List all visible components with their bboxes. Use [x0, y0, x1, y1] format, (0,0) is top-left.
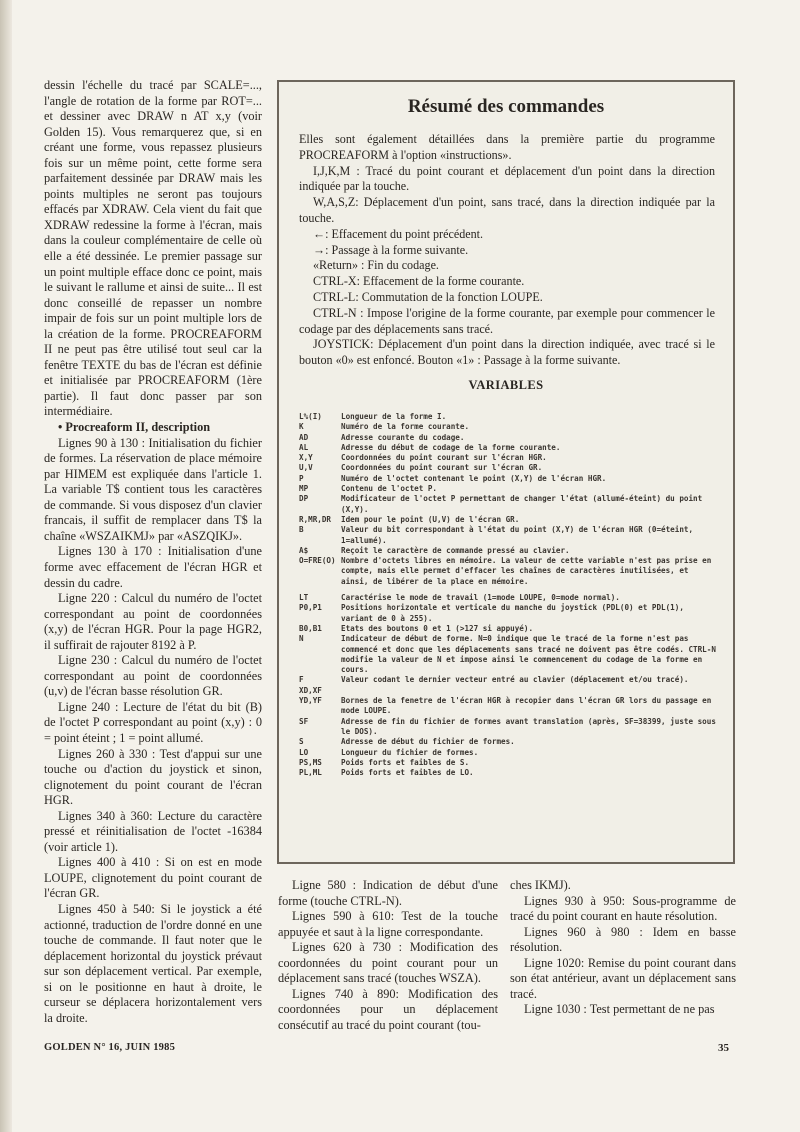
variable-row: [299, 634, 719, 675]
variable-row: [299, 422, 719, 432]
variable-description: Positions horizontale et verticale du manche du joystick (PDL(0) et PDL(1), variant de 0 à 255).: [341, 603, 689, 623]
paragraph: Lignes 740 à 890: Modification des coordonnées pour un déplacement consécutif au tracé du point courant (tou-: [278, 986, 498, 1032]
variable-name: P0,P1: [299, 603, 322, 613]
variable-row: [299, 453, 719, 463]
variable-name: S: [299, 737, 304, 747]
paragraph: Lignes 340 à 360: Lecture du caractère pressé et réinitialisation de l'octet -16384 (voir article 1).: [44, 808, 262, 854]
variable-name: LT: [299, 593, 309, 603]
command-entry: W,A,S,Z: Déplacement d'un point, sans tracé, dans la direction indiquée par la touche.: [299, 195, 715, 225]
variable-name: MP: [299, 484, 309, 494]
variable-description: Coordonnées du point courant sur l'écran HGR.: [341, 453, 547, 463]
variable-description: Caractérise le mode de travail (1=mode LOUPE, 0=mode normal).: [341, 593, 620, 603]
variable-name: N: [299, 634, 304, 644]
variable-description: Longueur de la forme I.: [341, 412, 447, 421]
variable-description: Indicateur de début de forme. N=0 indique que le tracé de la forme n'est pas commencé et donc que les déplacements sans tracé ne doivent pas être codés. CTRL-N modifie la valeur de N et impose ainsi le commencement du codage de la forme en cours.: [341, 634, 721, 675]
variable-row: [299, 412, 719, 422]
variable-description: Valeur codant le dernier vecteur entré au clavier (déplacement et/ou tracé).: [341, 675, 689, 685]
command-entry: CTRL-N : Impose l'origine de la forme courante, par exemple pour commencer le codage par des déplacements sans tracé.: [299, 305, 715, 336]
variable-description: [341, 686, 719, 696]
paragraph: Lignes 930 à 950: Sous-programme de tracé du point courant en haute résolution.: [510, 893, 736, 924]
variable-row: [299, 593, 719, 603]
page-spine-shadow: [0, 0, 12, 1132]
variable-name: LO: [299, 747, 309, 757]
paragraph: Ligne 1020: Remise du point courant dans son état antérieur, avant un déplacement sans tracé.: [510, 955, 736, 1001]
commands-summary-box: [277, 80, 735, 864]
variable-row: [299, 546, 719, 556]
right-column: [510, 878, 736, 1018]
box-title: Résumé des commandes: [407, 96, 605, 117]
variable-row: [299, 748, 719, 758]
command-entry: →: Passage à la forme suivante.: [313, 242, 469, 257]
variable-description: Bornes de la fenetre de l'écran HGR à recopier dans l'écran GR lors du passage en mode LOUPE.: [341, 696, 716, 716]
box-intro: Elles sont également détaillées dans la première partie du programme PROCREAFORM à l'option «instructions».: [299, 132, 715, 162]
paragraph: Lignes 400 à 410 : Si on est en mode LOUPE, clignotement du point courant de l'écran GR.: [44, 855, 262, 901]
variables-list: [299, 412, 719, 778]
paragraph: Ligne 1030 : Test permettant de ne pas: [524, 1002, 715, 1017]
variable-row: [299, 737, 719, 747]
variable-description: Valeur du bit correspondant à l'état du point (X,Y) de l'écran HGR (0=éteint, 1=allumé).: [341, 525, 698, 545]
middle-column: [278, 878, 498, 1033]
variable-name: K: [299, 422, 304, 432]
variable-description: Adresse de fin du fichier de formes avant translation (après, SF=38399, juste sous le DOS).: [341, 716, 721, 736]
variable-name: F: [299, 675, 304, 685]
variable-name: PL,ML: [299, 768, 322, 778]
variable-description: Poids forts et faibles de LO.: [341, 768, 474, 778]
variable-description: Nombre d'octets libres en mémoire. La valeur de cette variable n'est pas prise en compte, mais elle permet d'effacer les chaînes de caractères inutilisées, et ainsi, de libérer de la place en mémoire.: [341, 556, 716, 586]
variable-description: Reçoit le caractère de commande pressé au clavier.: [341, 545, 570, 555]
variable-row: [299, 603, 719, 624]
variable-name: U,V: [299, 463, 313, 473]
variable-name: AL: [299, 442, 309, 452]
variable-name: P: [299, 473, 304, 483]
variable-row: [299, 484, 719, 494]
variable-description: Adresse du début de codage de la forme courante.: [341, 442, 561, 452]
variable-description: Etats des boutons 0 et 1 (>127 si appuyé).: [341, 623, 534, 633]
command-entry: JOYSTICK: Déplacement d'un point dans la direction indiquée, avec tracé si le bouton «0» est enfoncé. Bouton «1» : Passage à la forme suivante.: [299, 337, 715, 368]
variable-description: Idem pour le point (U,V) de l'écran GR.: [341, 514, 520, 524]
variables-title: VARIABLES: [468, 378, 544, 392]
variable-row: [299, 463, 719, 473]
page-number: 35: [718, 1042, 729, 1054]
variable-name: O=FRE(O): [299, 556, 336, 566]
variable-description: Poids forts et faibles de S.: [341, 757, 470, 767]
command-entry: ←: Effacement du point précédent.: [313, 226, 484, 241]
variable-description: Coordonnées du point courant sur l'écran GR.: [341, 463, 543, 473]
variable-row: [299, 556, 719, 587]
paragraph: Lignes 260 à 330 : Test d'appui sur une touche ou d'action du joystick et sinon, clignotement du point courant de l'écran HGR.: [44, 746, 262, 808]
variable-row: [299, 624, 719, 634]
variable-description: Adresse de début du fichier de formes.: [341, 737, 515, 747]
box-body: [299, 132, 715, 369]
variable-description: Longueur du fichier de formes.: [341, 747, 479, 757]
variable-name: YD,YF: [299, 696, 322, 706]
variable-description: Numéro de l'octet contenant le point (X,Y) de l'écran HGR.: [341, 473, 607, 483]
variable-row: [299, 433, 719, 443]
variable-name: DP: [299, 494, 309, 504]
variable-name: SF: [299, 716, 309, 726]
variable-name: XD,XF: [299, 685, 322, 695]
variable-row: [299, 443, 719, 453]
variable-row: [299, 686, 719, 696]
paragraph: Ligne 220 : Calcul du numéro de l'octet correspondant au point de coordonnées (x,y) de l'écran HGR. Pour la page HGR2, il suffirait de rajouter 8192 à P.: [44, 591, 262, 652]
paragraph: Lignes 130 à 170 : Initialisation d'une forme avec effacement de l'écran HGR et dessin du cadre.: [44, 544, 262, 590]
variable-description: Contenu de l'octet P.: [341, 484, 438, 494]
paragraph: Lignes 590 à 610: Test de la touche appuyée et saut à la ligne correspondante.: [278, 909, 498, 939]
variable-name: R,MR,DR: [299, 514, 332, 524]
command-entry: I,J,K,M : Tracé du point courant et déplacement d'un point dans la direction indiquée par la touche.: [299, 163, 715, 194]
paragraph: Lignes 960 à 980 : Idem en basse résolution.: [510, 924, 736, 955]
variable-name: B0,B1: [299, 623, 322, 633]
variable-name: PS,MS: [299, 757, 322, 767]
variable-row: [299, 515, 719, 525]
variable-row: [299, 717, 719, 738]
paragraph: Lignes 90 à 130 : Initialisation du fichier de formes. La réservation de place mémoire par HIMEM est expliquée dans l'article 1. La variable T$ contient tous les caractères de commande. Si vous disposez d'un clavier francais, il suffit de remplacer dans T$ la chaîne «WSZAIKMJ» par «ASZQIKJ».: [44, 435, 262, 543]
variable-description: Modificateur de l'octet P permettant de changer l'état (allumé-éteint) du point (X,Y).: [341, 494, 707, 514]
footer-issue: GOLDEN N° 16, JUIN 1985: [44, 1042, 176, 1053]
variable-row: [299, 474, 719, 484]
paragraph: Ligne 240 : Lecture de l'état du bit (B) de l'octet P correspondant au point (x,y) : 0 = point éteint ; 1 = point allumé.: [44, 699, 262, 745]
paragraph: Lignes 620 à 730 : Modification des coordonnées du point courant pour un déplacement sans tracé (touches WSZA).: [278, 940, 498, 986]
section-heading: • Procreaform II, description: [58, 420, 211, 435]
variable-row: [299, 768, 719, 778]
variable-description: Numéro de la forme courante.: [341, 422, 470, 432]
command-entry: CTRL-X: Effacement de la forme courante.: [313, 274, 525, 289]
variable-description: Adresse courante du codage.: [341, 432, 465, 442]
variable-row: [299, 758, 719, 768]
paragraph: Ligne 580 : Indication de début d'une forme (touche CTRL-N).: [278, 878, 498, 908]
variable-row: [299, 525, 719, 546]
variable-row: [299, 675, 719, 685]
command-entry: CTRL-L: Commutation de la fonction LOUPE.: [313, 289, 543, 304]
variable-name: X,Y: [299, 453, 313, 463]
variable-name: A$: [299, 545, 309, 555]
variable-row: [299, 696, 719, 717]
paragraph: ches IKMJ).: [510, 878, 571, 892]
paragraph: dessin l'échelle du tracé par SCALE=..., l'angle de rotation de la forme par ROT=... et dessiner avec DRAW n AT x,y (voir Golden 15). Vous remarquerez que, si en créant une forme, vous repassez plusieurs fois sur un même point, cette forme sera parfaitement dessinée par DRAW mais les points multiples ne seront pas toujours effacés par XDRAW. Cela vient du fait que XDRAW redessine la forme à l'écran, mais dans la couleur complémentaire de celle où elle a été dessinée. Le premier passage sur un point multiple efface donc ce point, mais le suivant le rallume et ainsi de suite... Il est donc conseillé de repasser un nombre impair de fois sur un point multiple lors de la création de la forme. PROCREAFORM II ne peut pas être utilisé tout seul car la fenêtre TEXTE du bas de l'écran est définie et initialisée par PROCREAFORM (1ère partie). Il faut donc passer par son intermédiaire.: [44, 78, 262, 419]
left-column: [44, 78, 262, 1026]
variable-row: [299, 494, 719, 515]
command-entry: «Return» : Fin du codage.: [313, 258, 439, 273]
variable-name: B: [299, 525, 304, 535]
variable-name: AD: [299, 432, 309, 442]
paragraph: Ligne 230 : Calcul du numéro de l'octet correspondant au point de coordonnées (u,v) de l'écran basse résolution GR.: [44, 653, 262, 699]
variable-name: L%(I): [299, 412, 322, 421]
paragraph: Lignes 450 à 540: Si le joystick a été actionné, traduction de l'ordre donné en une touche de commande. Il faut noter que le déplacement horizontal du joystick prévaut sur son déplacement vertical. Par exemple, si on le positionne en haut à droite, le curseur se déplacera horizontalement vers la droite.: [44, 901, 262, 1025]
